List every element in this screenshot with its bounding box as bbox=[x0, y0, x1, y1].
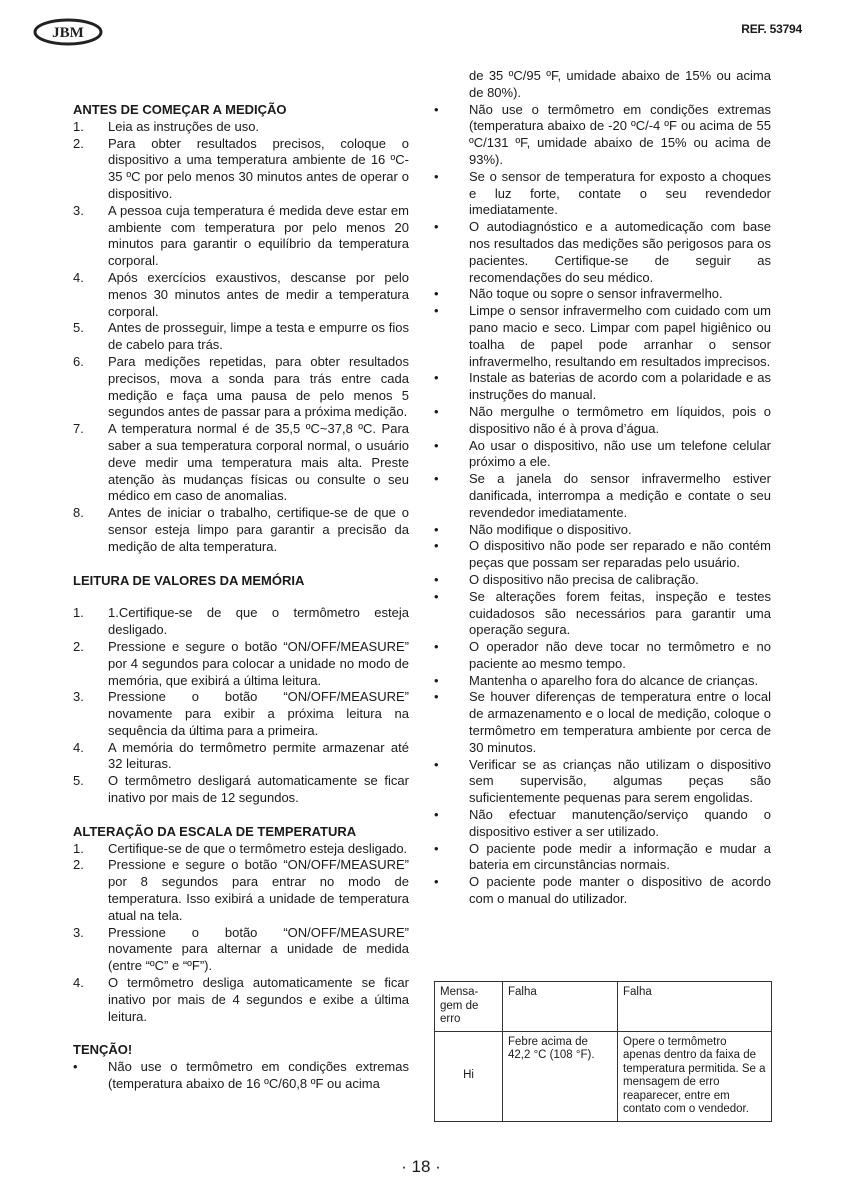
item-text: Pressione e segure o botão “ON/OFF/MEASURE” por 8 segundos para entrar no modo de temperatura. Isso exibirá a unidade de temperatura atual na tela. bbox=[108, 857, 409, 923]
item-text: Antes de iniciar o trabalho, certifique-se de que o sensor esteja limpo para garantir a precisão da medição de alta temperatura. bbox=[108, 505, 409, 554]
item-text: 1.Certifique-se de que o termômetro esteja desligado. bbox=[108, 605, 409, 638]
list-item bbox=[434, 404, 771, 438]
list-item bbox=[434, 757, 771, 807]
item-number: 5. bbox=[73, 320, 84, 336]
section-title-memory: LEITURA DE VALORES DA MEMÓRIA bbox=[73, 572, 305, 588]
item-text: O paciente pode medir a informação e mudar a bateria em circunstâncias normais. bbox=[469, 840, 771, 873]
list-item bbox=[73, 857, 409, 924]
table-cell: Hi bbox=[435, 1031, 503, 1121]
warning-list bbox=[73, 1059, 409, 1093]
error-table bbox=[434, 981, 772, 1122]
item-text: Não modifique o dispositivo. bbox=[469, 521, 632, 537]
warning-continuation: de 35 ºC/95 ºF, umidade abaixo de 15% ou acima de 80%). bbox=[469, 68, 771, 100]
bullet-marker: • bbox=[434, 756, 439, 772]
jbm-logo bbox=[33, 18, 103, 46]
list-item bbox=[434, 572, 771, 589]
bullet-marker: • bbox=[434, 286, 439, 302]
bullet-marker: • bbox=[434, 219, 439, 235]
list-item bbox=[434, 522, 771, 539]
list-item bbox=[73, 975, 409, 1025]
item-number: 2. bbox=[73, 638, 84, 654]
list-item bbox=[73, 639, 409, 689]
item-text: Limpe o sensor infravermelho com cuidado com um pano macio e seco. Limpar com papel higiênico ou toalha de papel pode arranhar o sensor infravermelho, resultando em resultados imprecisos. bbox=[469, 303, 771, 369]
item-text: O autodiagnóstico e a automedicação com base nos resultados das medições são perigosos para os pacientes. Certifique-se de seguir as recomendações do seu médico. bbox=[469, 219, 771, 285]
list-item bbox=[434, 102, 771, 169]
bullet-marker: • bbox=[434, 538, 439, 554]
item-text: Pressione o botão “ON/OFF/MEASURE” novamente para exibir a próxima leitura na sequência da última para a primeira. bbox=[108, 689, 409, 738]
item-text: O termômetro desligará automaticamente se ficar inativo por mais de 12 segundos. bbox=[108, 773, 409, 806]
item-text: Para medições repetidas, para obter resultados precisos, mova a sonda para trás entre cada medição e faça uma pausa de pelo menos 5 segundos antes de passar para a próxima medição. bbox=[108, 353, 409, 420]
item-text: A temperatura normal é de 35,5 ºC~37,8 ºC. Para saber a sua temperatura corporal normal, o usuário deve medir uma temperatura mais alta. Preste atenção às mudanças físicas ou consulte o seu médico em caso de anomalias. bbox=[108, 421, 409, 504]
before-measuring-list bbox=[73, 119, 409, 556]
page-number: · 18 · bbox=[401, 1157, 441, 1176]
item-text: O termômetro desliga automaticamente se ficar inativo por mais de 4 segundos e exibe a última leitura. bbox=[108, 975, 409, 1024]
list-item bbox=[434, 841, 771, 875]
list-item bbox=[434, 807, 771, 841]
bullet-marker: • bbox=[434, 471, 439, 487]
item-text: O dispositivo não pode ser reparado e não contém peças que possam ser reparadas pelo usuário. bbox=[469, 538, 771, 571]
item-text: Mantenha o aparelho fora do alcance de crianças. bbox=[469, 672, 759, 688]
table-header-row bbox=[435, 982, 772, 1032]
item-text: Não efectuar manutenção/serviço quando o dispositivo estiver a ser utilizado. bbox=[469, 807, 771, 839]
bullet-marker: • bbox=[434, 874, 439, 890]
list-item bbox=[434, 219, 771, 286]
bullet-marker: • bbox=[434, 672, 439, 688]
item-number: 1. bbox=[73, 605, 84, 621]
list-item bbox=[73, 740, 409, 774]
list-item bbox=[434, 874, 771, 908]
item-text: Ao usar o dispositivo, não use um telefone celular próximo a ele. bbox=[469, 437, 771, 470]
table-cell: Febre acima de 42,2 °C (108 °F). bbox=[503, 1031, 618, 1121]
list-item bbox=[434, 370, 771, 404]
table-row bbox=[435, 1031, 772, 1121]
list-item bbox=[434, 673, 771, 690]
list-item bbox=[73, 505, 409, 555]
table-cell: Opere o termômetro apenas dentro da faixa de temperatura permitida. Se a mensagem de erro reaparecer, entre em contato com o vendedor. bbox=[618, 1031, 772, 1121]
item-text: Verificar se as crianças não utilizam o dispositivo sem supervisão, algumas peças são suficientemente pequenas para serem engolidas. bbox=[469, 756, 771, 806]
list-item bbox=[73, 354, 409, 421]
scale-list bbox=[73, 841, 409, 1026]
list-item bbox=[73, 320, 409, 354]
list-item bbox=[73, 203, 409, 270]
list-item bbox=[73, 1059, 409, 1093]
list-item bbox=[73, 841, 409, 858]
item-number: 6. bbox=[73, 353, 84, 369]
left-column bbox=[73, 102, 409, 1093]
bullet-marker: • bbox=[434, 403, 439, 419]
list-item bbox=[434, 538, 771, 572]
list-item bbox=[434, 589, 771, 639]
item-text: O dispositivo não precisa de calibração. bbox=[469, 571, 699, 587]
bullet-marker: • bbox=[434, 807, 439, 823]
bullet-marker: • bbox=[434, 101, 439, 117]
item-number: 8. bbox=[73, 505, 84, 521]
bullet-marker: • bbox=[434, 370, 439, 386]
item-number: 3. bbox=[73, 924, 84, 940]
logo-text: JBM bbox=[52, 25, 84, 41]
list-item bbox=[434, 286, 771, 303]
item-text: Após exercícios exaustivos, descanse por pelo menos 30 minutos antes de medir a temperatura corporal. bbox=[108, 269, 409, 319]
bullet-marker: • bbox=[434, 571, 439, 587]
item-number: 3. bbox=[73, 689, 84, 705]
item-text: Se houver diferenças de temperatura entre o local de armazenamento e o local de medição, coloque o termômetro em temperatura ambiente por cerca de 30 minutos. bbox=[469, 689, 771, 755]
item-number: 2. bbox=[73, 135, 84, 151]
list-item bbox=[73, 925, 409, 975]
list-item bbox=[73, 270, 409, 320]
memory-list bbox=[73, 605, 409, 807]
list-item bbox=[434, 438, 771, 472]
item-text: O paciente pode manter o dispositivo de acordo com o manual do utilizador. bbox=[469, 874, 771, 907]
warning-bullets bbox=[434, 102, 771, 908]
item-text: Instale as baterias de acordo com a polaridade e as instruções do manual. bbox=[469, 370, 771, 403]
right-column bbox=[434, 68, 771, 908]
item-text: Não toque ou sopre o sensor infravermelho. bbox=[469, 286, 723, 302]
item-number: 2. bbox=[73, 857, 84, 873]
section-title-scale: ALTERAÇÃO DA ESCALA DE TEMPERATURA bbox=[73, 823, 357, 839]
item-text: Se o sensor de temperatura for exposto a choques e luz forte, contate o seu revendedor imediatamente. bbox=[469, 168, 771, 218]
bullet-marker: • bbox=[73, 1059, 78, 1075]
item-text: Certifique-se de que o termômetro esteja desligado. bbox=[108, 840, 408, 856]
list-item bbox=[73, 689, 409, 739]
list-item bbox=[73, 605, 409, 639]
item-text: A pessoa cuja temperatura é medida deve estar em ambiente com temperatura por pelo menos 20 minutos para garantir o equilíbrio da temperatura corporal. bbox=[108, 202, 409, 269]
item-number: 1. bbox=[73, 840, 84, 856]
item-text: Não mergulhe o termômetro em líquidos, pois o dispositivo não é à prova d’água. bbox=[469, 403, 771, 436]
item-number: 4. bbox=[73, 269, 84, 285]
item-text: Não use o termômetro em condições extremas (temperatura abaixo de -20 ºC/-4 ºF ou acima de 55 ºC/131 ºF, umidade abaixo de 15% ou acima de 93%). bbox=[469, 101, 771, 167]
item-text: Pressione e segure o botão “ON/OFF/MEASURE” por 4 segundos para colocar a unidade no modo de memória, que exibirá a última leitura. bbox=[108, 638, 409, 688]
item-number: 5. bbox=[73, 773, 84, 789]
item-text: Se alterações forem feitas, inspeção e testes cuidadosos são necessários para garantir uma operação segura. bbox=[469, 588, 771, 638]
section-title-warning: TENÇÃO! bbox=[73, 1042, 133, 1058]
table-header-cell: Falha bbox=[618, 982, 772, 1032]
list-item bbox=[434, 303, 771, 370]
item-text: O operador não deve tocar no termômetro e no paciente ao mesmo tempo. bbox=[469, 639, 771, 671]
item-text: Leia as instruções de uso. bbox=[108, 118, 260, 134]
item-number: 4. bbox=[73, 975, 84, 991]
item-number: 1. bbox=[73, 118, 84, 134]
bullet-marker: • bbox=[434, 689, 439, 705]
bullet-marker: • bbox=[434, 639, 439, 655]
item-number: 7. bbox=[73, 421, 84, 437]
table-header-cell: Falha bbox=[503, 982, 618, 1032]
list-item bbox=[73, 136, 409, 203]
section-title-before-measuring: ANTES DE COMEÇAR A MEDIÇÃO bbox=[73, 102, 287, 117]
item-text: Se a janela do sensor infravermelho estiver danificada, interrompa a medição e contate o seu revendedor imediatamente. bbox=[469, 471, 771, 520]
bullet-marker: • bbox=[434, 840, 439, 856]
list-item bbox=[434, 471, 771, 521]
table-header-cell: Mensa-gem de erro bbox=[435, 982, 503, 1032]
item-text: Antes de prosseguir, limpe a testa e empurre os fios de cabelo para trás. bbox=[108, 320, 409, 353]
item-text: Pressione o botão “ON/OFF/MEASURE” novamente para alternar a unidade de medida (entre “ºC” e “ºF”). bbox=[108, 924, 409, 974]
bullet-marker: • bbox=[434, 303, 439, 319]
list-item bbox=[434, 639, 771, 673]
item-text: A memória do termômetro permite armazenar até 32 leituras. bbox=[108, 739, 409, 772]
item-text: Não use o termômetro em condições extremas (temperatura abaixo de 16 ºC/60,8 ºF ou acima bbox=[108, 1059, 409, 1092]
list-item bbox=[73, 119, 409, 136]
item-number: 3. bbox=[73, 202, 84, 218]
bullet-marker: • bbox=[434, 521, 439, 537]
item-text: Para obter resultados precisos, coloque o dispositivo a uma temperatura ambiente de 16 ºC-35 ºC por pelo menos 30 minutos antes de operar o dispositivo. bbox=[108, 135, 409, 201]
bullet-marker: • bbox=[434, 168, 439, 184]
reference-number: REF. 53794 bbox=[741, 22, 802, 36]
list-item bbox=[434, 689, 771, 756]
bullet-marker: • bbox=[434, 437, 439, 453]
list-item bbox=[73, 773, 409, 807]
list-item bbox=[434, 169, 771, 219]
bullet-marker: • bbox=[434, 588, 439, 604]
item-number: 4. bbox=[73, 739, 84, 755]
list-item bbox=[73, 421, 409, 505]
